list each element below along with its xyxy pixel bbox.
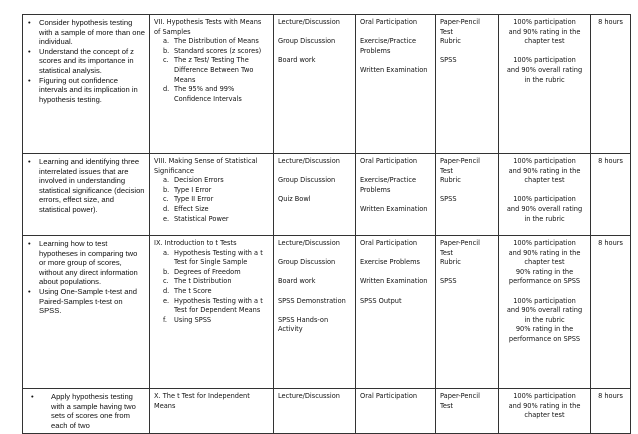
objectives-cell bbox=[23, 154, 150, 236]
subtopic-text: Decision Errors bbox=[174, 176, 224, 185]
activity-line: Exercise/Practice bbox=[360, 176, 416, 185]
activities-cell bbox=[356, 236, 436, 389]
objective-text: Learning and identifying three interrelated issues that are involved in understanding statistical significance (decision errors, effect size, and statistical power). bbox=[39, 157, 145, 214]
activity-line: SPSS Output bbox=[360, 296, 402, 305]
time-allotment: 8 hours bbox=[598, 18, 623, 26]
subtopic-letter: a. bbox=[163, 248, 170, 257]
table-row bbox=[23, 154, 631, 236]
activity-line bbox=[360, 268, 431, 278]
method-line bbox=[278, 167, 351, 177]
subtopic-letter: a. bbox=[163, 37, 170, 46]
subtopic-text: Effect Size bbox=[174, 204, 209, 213]
method-line bbox=[278, 287, 351, 297]
method-line: Group Discussion bbox=[278, 176, 336, 185]
criteria-line: 100% participation bbox=[513, 239, 576, 247]
table-row bbox=[23, 389, 631, 434]
topic-cell bbox=[150, 15, 274, 154]
activity-line: Oral Participation bbox=[360, 239, 418, 247]
assessment-line: SPSS bbox=[440, 277, 457, 286]
criteria-line: and 90% overall rating bbox=[506, 204, 583, 213]
criteria-line: and 90% overall rating bbox=[506, 65, 583, 74]
subtopic-text: The 95% and 99% Confidence Intervals bbox=[174, 85, 242, 103]
time-cell bbox=[591, 154, 631, 236]
objective-item bbox=[28, 46, 145, 76]
criteria-cell bbox=[499, 15, 591, 154]
objectives-list bbox=[27, 157, 145, 215]
subtopic-item bbox=[163, 315, 269, 326]
activity-line: Exercise Problems bbox=[360, 258, 420, 267]
objective-text: Figuring out confidence intervals and its implication in hypothesis testing. bbox=[39, 75, 138, 104]
subtopic-letter: d. bbox=[163, 204, 170, 213]
objectives-cell bbox=[23, 389, 150, 434]
criteria-line: performance on SPSS bbox=[508, 277, 581, 286]
assessment-cell bbox=[436, 236, 499, 389]
subtopic-item bbox=[163, 204, 269, 215]
criteria-line: 90% rating in the bbox=[515, 267, 574, 276]
subtopic-letter: c. bbox=[163, 56, 169, 65]
criteria-line: and 90% rating in the bbox=[508, 166, 581, 175]
methods-cell bbox=[274, 15, 356, 154]
topic-cell bbox=[150, 154, 274, 236]
subtopic-item bbox=[163, 56, 269, 85]
assessment-line: Test bbox=[440, 166, 453, 175]
subtopic-letter: e. bbox=[163, 214, 170, 223]
assessment-line: Paper-Pencil bbox=[440, 392, 480, 400]
subtopic-letter: d. bbox=[163, 286, 170, 295]
objectives-cell bbox=[23, 236, 150, 389]
assessment-line: Test bbox=[440, 27, 453, 36]
topic-title: Hypothesis Tests with Means of Samples bbox=[154, 18, 262, 36]
topic-cell bbox=[150, 236, 274, 389]
objective-item bbox=[28, 157, 145, 215]
subtopic-item bbox=[163, 214, 269, 225]
assessment-line: SPSS bbox=[440, 195, 457, 204]
subtopic-letter: d. bbox=[163, 85, 170, 94]
subtopic-item bbox=[163, 195, 269, 205]
method-line bbox=[278, 268, 351, 278]
objectives-list bbox=[27, 18, 145, 104]
assessment-cell bbox=[436, 15, 499, 154]
time-allotment: 8 hours bbox=[598, 157, 623, 165]
criteria-line: 100% participation bbox=[513, 157, 576, 165]
topic-number: IX. bbox=[154, 239, 163, 247]
criteria-line: in the rubric bbox=[524, 315, 565, 324]
method-line: Lecture/Discussion bbox=[278, 392, 340, 400]
criteria-line: chapter test bbox=[524, 258, 565, 267]
criteria-line: 100% participation bbox=[513, 56, 576, 65]
topic-cell bbox=[150, 389, 274, 434]
activity-line: Written Examination bbox=[360, 277, 428, 286]
criteria-line bbox=[503, 47, 586, 57]
objective-item bbox=[31, 392, 145, 430]
bullet-icon: • bbox=[31, 392, 34, 401]
activity-line: Problems bbox=[360, 46, 391, 55]
time-cell bbox=[591, 236, 631, 389]
method-line: Lecture/Discussion bbox=[278, 18, 340, 26]
subtopic-text: The Distribution of Means bbox=[174, 37, 259, 46]
subtopic-letter: f. bbox=[163, 315, 167, 324]
subtopic-item bbox=[163, 267, 269, 278]
objective-text: Learning how to test hypotheses in comparing two or more group of scores, without any direct information about populations. bbox=[39, 239, 138, 287]
objective-text: Consider hypothesis testing with a sample of more than one individual. bbox=[39, 18, 145, 47]
criteria-line: and 90% rating in the bbox=[508, 27, 581, 36]
subtopic-list bbox=[154, 249, 269, 326]
time-cell bbox=[591, 15, 631, 154]
criteria-line: performance on SPSS bbox=[508, 334, 581, 343]
objective-item bbox=[28, 286, 145, 316]
activity-line: Oral Participation bbox=[360, 18, 418, 26]
subtopic-letter: b. bbox=[163, 267, 170, 276]
method-line: Lecture/Discussion bbox=[278, 239, 340, 247]
activity-line bbox=[360, 249, 431, 259]
subtopic-letter: e. bbox=[163, 296, 170, 305]
criteria-cell bbox=[499, 236, 591, 389]
method-line: Board work bbox=[278, 56, 316, 65]
topic-title: Making Sense of Statistical Significance bbox=[154, 157, 258, 175]
activity-line: Oral Participation bbox=[360, 157, 418, 165]
method-line: Group Discussion bbox=[278, 37, 336, 46]
method-line bbox=[278, 249, 351, 259]
bullet-icon: • bbox=[28, 286, 31, 296]
subtopic-text: Hypothesis Testing with a t Test for Dependent Means bbox=[174, 296, 263, 315]
method-line bbox=[278, 28, 351, 38]
bullet-icon: • bbox=[28, 18, 31, 27]
criteria-line: and 90% overall rating bbox=[506, 306, 583, 315]
course-plan-table bbox=[22, 14, 631, 434]
method-line: Quiz Bowl bbox=[278, 195, 311, 204]
subtopic-item bbox=[163, 185, 269, 196]
assessment-line: Rubric bbox=[440, 258, 461, 267]
table-row bbox=[23, 236, 631, 389]
method-line: SPSS Hands-on Activity bbox=[278, 315, 329, 334]
topic-title: The t Test for Independent Means bbox=[154, 392, 250, 410]
activity-line: Problems bbox=[360, 185, 391, 194]
bullet-icon: • bbox=[28, 157, 31, 166]
subtopic-item bbox=[163, 296, 269, 316]
subtopic-item bbox=[163, 85, 269, 104]
criteria-line: 90% rating in the bbox=[515, 325, 574, 334]
objective-item bbox=[28, 18, 145, 47]
table-row bbox=[23, 15, 631, 154]
subtopic-item bbox=[163, 176, 269, 186]
method-line: Group Discussion bbox=[278, 258, 336, 267]
subtopic-item bbox=[163, 277, 269, 287]
activity-line: Written Examination bbox=[360, 204, 428, 213]
topic-title: Introduction to t Tests bbox=[164, 239, 237, 247]
subtopic-letter: b. bbox=[163, 185, 170, 194]
subtopic-letter: b. bbox=[163, 46, 170, 55]
criteria-line: chapter test bbox=[524, 37, 565, 46]
criteria-line: chapter test bbox=[524, 176, 565, 185]
subtopic-text: The t Score bbox=[174, 286, 212, 295]
assessment-line: Rubric bbox=[440, 37, 461, 46]
criteria-line: chapter test bbox=[524, 411, 565, 420]
activity-line bbox=[360, 195, 431, 205]
activity-line: Exercise/Practice bbox=[360, 37, 416, 46]
objectives-list bbox=[27, 392, 145, 430]
assessment-line: Paper-Pencil bbox=[440, 18, 480, 26]
assessment-line bbox=[440, 268, 494, 278]
method-line bbox=[278, 306, 351, 316]
assessment-line bbox=[440, 186, 494, 196]
criteria-line: 100% participation bbox=[513, 392, 576, 400]
assessment-line: Rubric bbox=[440, 176, 461, 185]
activities-cell bbox=[356, 154, 436, 236]
bullet-icon: • bbox=[28, 239, 31, 248]
subtopic-item bbox=[163, 248, 269, 268]
method-line: Board work bbox=[278, 277, 316, 286]
objectives-cell bbox=[23, 15, 150, 154]
method-line: SPSS Demonstration bbox=[278, 296, 346, 305]
activity-line bbox=[360, 28, 431, 38]
assessment-line: SPSS bbox=[440, 56, 457, 65]
criteria-line: in the rubric bbox=[524, 75, 565, 84]
objective-text: Using One-Sample t-test and Paired-Samples t-test on SPSS. bbox=[39, 286, 137, 316]
subtopic-text: Using SPSS bbox=[174, 315, 212, 324]
subtopic-text: Statistical Power bbox=[174, 214, 229, 223]
assessment-line: Paper-Pencil bbox=[440, 239, 480, 247]
objective-text: Apply hypothesis testing with a sample having two sets of scores one from each of two bbox=[51, 392, 136, 430]
criteria-cell bbox=[499, 154, 591, 236]
method-line: Lecture/Discussion bbox=[278, 157, 340, 165]
assessment-cell bbox=[436, 154, 499, 236]
subtopic-item bbox=[163, 46, 269, 57]
objectives-list bbox=[27, 239, 145, 316]
subtopic-text: Degrees of Freedom bbox=[174, 267, 241, 276]
subtopic-list bbox=[154, 176, 269, 224]
bullet-icon: • bbox=[28, 46, 31, 56]
subtopic-text: Standard scores (z scores) bbox=[174, 46, 262, 55]
subtopic-item bbox=[163, 37, 269, 47]
subtopic-list bbox=[154, 37, 269, 104]
criteria-line: 100% participation bbox=[513, 18, 576, 26]
topic-heading bbox=[154, 157, 269, 176]
subtopic-text: Type II Error bbox=[174, 195, 214, 204]
time-cell bbox=[591, 389, 631, 434]
activity-line bbox=[360, 167, 431, 177]
subtopic-item bbox=[163, 286, 269, 297]
methods-cell bbox=[274, 236, 356, 389]
activity-line bbox=[360, 287, 431, 297]
topic-heading bbox=[154, 18, 269, 37]
criteria-line: 100% participation bbox=[513, 195, 576, 204]
methods-cell bbox=[274, 154, 356, 236]
time-allotment: 8 hours bbox=[598, 239, 623, 247]
subtopic-text: The t Distribution bbox=[174, 277, 232, 286]
bullet-icon: • bbox=[28, 75, 31, 85]
method-line bbox=[278, 186, 351, 196]
topic-heading bbox=[154, 239, 269, 249]
method-line bbox=[278, 47, 351, 57]
criteria-line: 100% participation bbox=[513, 296, 576, 305]
objective-text: Understand the concept of z scores and its importance in statistical analysis. bbox=[39, 46, 134, 75]
topic-number: X. bbox=[154, 392, 161, 400]
criteria-cell bbox=[499, 389, 591, 434]
subtopic-text: Hypothesis Testing with a t Test for Single Sample bbox=[174, 248, 263, 267]
time-allotment: 8 hours bbox=[598, 392, 623, 400]
activity-line bbox=[360, 56, 431, 66]
criteria-line bbox=[503, 186, 586, 196]
criteria-line bbox=[503, 287, 586, 297]
criteria-line: in the rubric bbox=[524, 214, 565, 223]
methods-cell bbox=[274, 389, 356, 434]
assessment-line: Test bbox=[440, 401, 453, 410]
assessment-cell bbox=[436, 389, 499, 434]
criteria-line: and 90% rating in the bbox=[508, 248, 581, 257]
assessment-line: Paper-Pencil bbox=[440, 157, 480, 165]
assessment-line: Test bbox=[440, 248, 453, 257]
subtopic-text: Type I Error bbox=[174, 185, 212, 194]
topic-number: VII. bbox=[154, 18, 165, 26]
objective-item bbox=[28, 75, 145, 105]
assessment-line bbox=[440, 47, 494, 57]
topic-heading bbox=[154, 392, 269, 411]
subtopic-letter: c. bbox=[163, 195, 169, 204]
activities-cell bbox=[356, 15, 436, 154]
activity-line: Oral Participation bbox=[360, 392, 418, 400]
activity-line: Written Examination bbox=[360, 65, 428, 74]
subtopic-letter: c. bbox=[163, 277, 169, 286]
activities-cell bbox=[356, 389, 436, 434]
subtopic-text: The z Test/ Testing The Difference Between Two Means bbox=[174, 56, 254, 84]
subtopic-letter: a. bbox=[163, 176, 170, 185]
criteria-line: and 90% rating in the bbox=[508, 401, 581, 410]
objective-item bbox=[28, 239, 145, 287]
topic-number: VIII. bbox=[154, 157, 167, 165]
